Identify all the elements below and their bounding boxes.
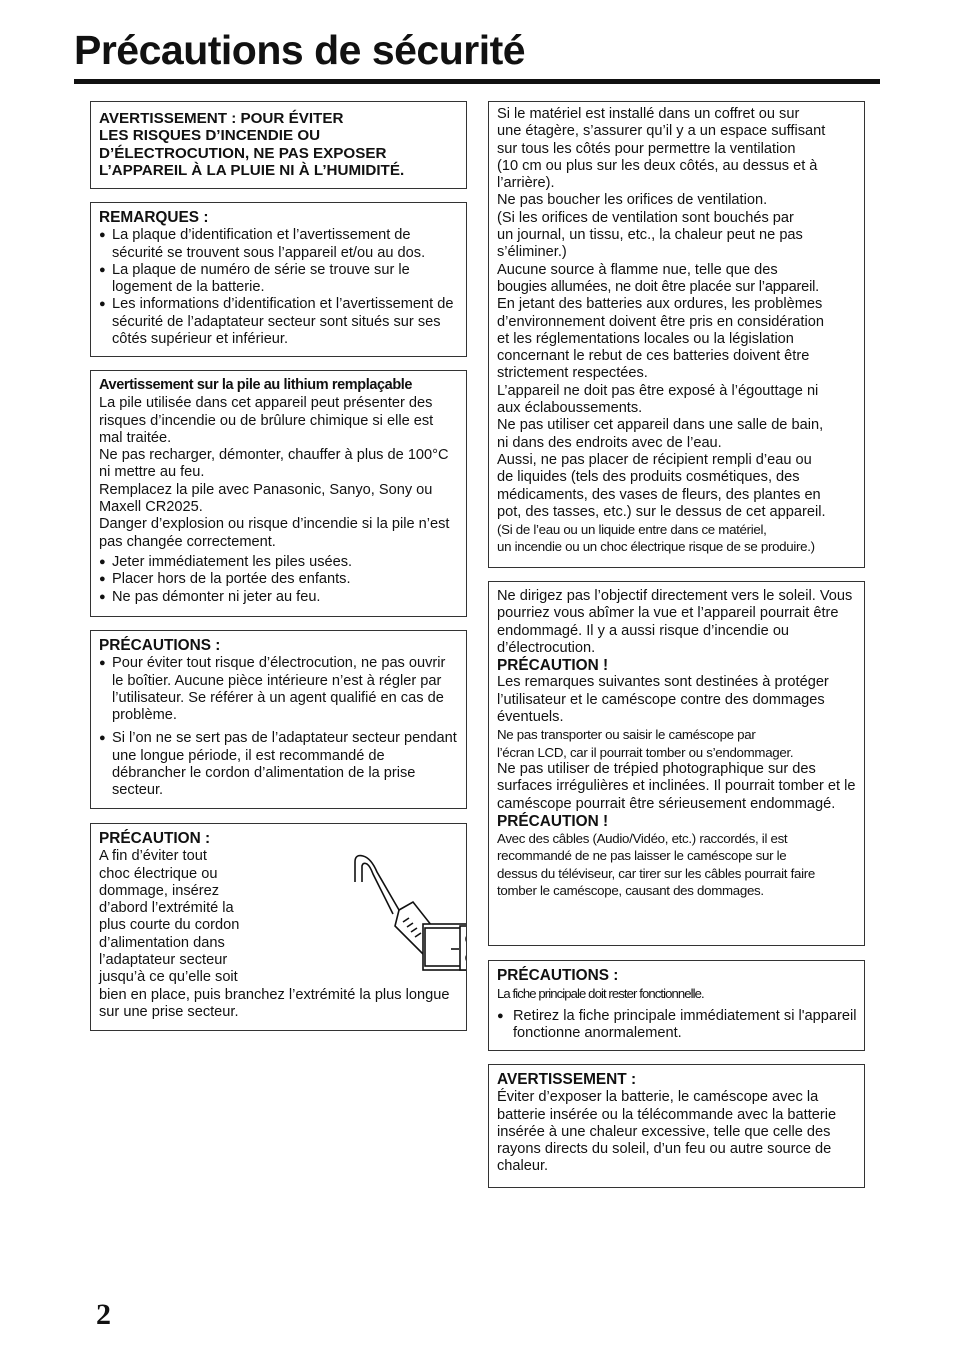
ventilation-line: une étagère, s’assurer qu’il y a un espace suffisant [497,123,826,140]
precaution-cord-line: A fin d’éviter tout [99,848,207,865]
ventilation-line: un journal, un tissu, etc., la chaleur peut ne pas [497,227,803,244]
lithium-paragraph: Ne pas recharger, démonter, chauffer à plus de 100°C ni mettre au feu. [99,447,449,481]
precautions-left-box [90,630,467,809]
ventilation-line: de liquides (tels des produits cosmétiques, des [497,469,800,486]
precautions-right-list [497,1008,857,1043]
power-cord-illustration [351,852,466,977]
sun-heading-2: PRÉCAUTION ! [497,812,609,830]
ventilation-line: aux éclaboussements. [497,400,643,417]
sun-paragraph-line: Avec des câbles (Audio/Vidéo, etc.) raccordés, il est [497,831,788,847]
sun-paragraph-line: dessus du téléviseur, car tirer sur les câbles pourrait faire [497,865,815,881]
lithium-paragraph: Remplacez la pile avec Panasonic, Sanyo, Sony ou Maxell CR2025. [99,481,433,516]
precaution-cord-box [90,823,467,1031]
lithium-battery-box [90,370,467,617]
ventilation-line: Ne pas boucher les orifices de ventilation. [497,192,768,209]
lithium-item: ● Ne pas démonter ni jeter au feu. [99,589,459,606]
main-warning-line: AVERTISSEMENT : POUR ÉVITER [99,110,344,127]
ventilation-line: sur tous les côtés pour permettre la ventilation [497,140,796,157]
precaution-cord-line: choc électrique ou [99,865,218,882]
ventilation-note-line: (Si de l’eau ou un liquide entre dans ce matériel, [497,522,767,538]
precaution-cord-line: plus courte du cordon [99,917,240,934]
avertissement-right-text: Éviter d’exposer la batterie, le caméscope avec la batterie insérée ou la télécommande avec la batterie insérée à une chaleur excessive, telle que celle des rayons directs du soleil, d’un feu ou autre source de chaleur. [497,1089,837,1175]
remarques-list [99,227,459,348]
precaution-cord-line: d’abord l’extrémité la [99,900,234,917]
main-warning-line: LES RISQUES D’INCENDIE OU [99,127,321,145]
ventilation-line: médicaments, des vases de fleurs, des plantes en [497,486,821,503]
precautions-left-heading: PRÉCAUTIONS : [99,637,221,654]
ventilation-line: et les réglementations locales ou la législation [497,330,794,347]
ventilation-line: Aucune source à flamme nue, telle que des [497,261,778,278]
main-warning-line: D’ÉLECTROCUTION, NE PAS EXPOSER [99,144,387,162]
sun-paragraph-line: l’écran LCD, car il pourrait tomber ou s’endommager. [497,744,794,760]
remarques-item: ● Les informations d’identification et l’avertissement de sécurité de l’adaptateur secteur sont situés sur ses côtés supérieur et inférieur. [99,296,459,348]
ventilation-line: ni dans des endroits avec de l’eau. [497,434,722,451]
lithium-heading: Avertissement sur la pile au lithium remplaçable [99,377,413,393]
sun-paragraph: Les remarques suivantes sont destinées à protéger l’utilisateur et le caméscope contre des dommages éventuels. [497,674,829,726]
avertissement-right-heading: AVERTISSEMENT : [497,1071,637,1088]
ventilation-line: Aussi, ne pas placer de récipient rempli d’eau ou [497,451,812,468]
ventilation-note-line: un incendie ou un choc électrique risque de se produire.) [497,539,815,555]
sun-paragraph: Ne pas utiliser de trépied photographique sur des surfaces irrégulières et inclinées. Il pourrait tomber et le caméscope pourrait être sérieusement endommagé. [497,760,856,812]
main-warning-line: L’APPAREIL À LA PLUIE NI À L’HUMIDITÉ. [99,162,405,180]
sun-paragraph-line: tomber le caméscope, causant des dommages. [497,883,764,899]
remarques-heading: REMARQUES : [99,209,209,226]
ventilation-line: concernant le rebut de ces batteries doivent être [497,348,810,365]
sun-precaution-box [488,581,865,946]
ventilation-line: strictement respectées. [497,365,648,382]
precaution-cord-line: l’adaptateur secteur [99,952,228,969]
ventilation-line: L’appareil ne doit pas être exposé à l’égouttage ni [497,382,819,399]
sun-paragraph-line: recommandé de ne pas laisser le caméscope sur le [497,848,787,864]
precaution-cord-line: dommage, insérez [99,882,220,899]
precautions-right-box [488,960,865,1051]
precaution-cord-line: d’alimentation dans [99,934,225,951]
remarques-box [90,202,467,357]
precaution-cord-heading: PRÉCAUTION : [99,830,211,847]
lithium-paragraph: La pile utilisée dans cet appareil peut présenter des risques d’incendie ou de brûlure chimique si elle est mal traitée. [99,395,434,446]
ventilation-line: l’arrière). [497,175,555,192]
ventilation-line: pot, des tasses, etc.) sur le dessus de cet appareil. [497,503,826,520]
remarques-item: ● La plaque de numéro de série se trouve sur le logement de la batterie. [99,262,459,297]
ventilation-line: d’environnement doivent être pris en considération [497,313,824,330]
ventilation-line: Si le matériel est installé dans un coffret ou sur [497,106,800,122]
ventilation-box [488,101,865,568]
ventilation-line: (10 cm ou plus sur les deux côtés, au dessus et à [497,157,818,174]
ventilation-line: (Si les orifices de ventilation sont bouchés par [497,209,794,226]
sun-intro: Ne dirigez pas l’objectif directement vers le soleil. Vous pourriez vous abîmer la vue et l’appareil pourrait être endommagé. Il y a aussi risque d’incendie ou d’électrocution. [497,588,853,656]
lithium-item: ● Placer hors de la portée des enfants. [99,571,459,588]
page-title: Précautions de sécurité [74,27,526,73]
ventilation-line: En jetant des batteries aux ordures, les problèmes [497,296,823,313]
precaution-cord-line: jusqu’à ce qu’elle soit [99,969,238,986]
remarques-item: ● La plaque d’identification et l’avertissement de sécurité se trouvent sous l’appareil et/ou au dos. [99,227,459,262]
sun-paragraph-line: Ne pas transporter ou saisir le caméscope par [497,727,756,743]
lithium-list [99,554,459,606]
title-rule [74,79,880,84]
precaution-cord-tail: bien en place, puis branchez l’extrémité la plus longue sur une prise secteur. [99,986,450,1020]
lithium-paragraph: Danger d’explosion ou risque d’incendie si la pile n’est pas changée correctement. [99,516,450,550]
ventilation-line: Ne pas utiliser cet appareil dans une salle de bain, [497,417,824,434]
precautions-right-item: ● Retirez la fiche principale immédiatement si l'appareil fonctionne anormalement. [497,1008,857,1043]
precautions-right-note: La fiche principale doit rester fonctionnelle. [497,986,704,1002]
ventilation-line: s’éliminer.) [497,244,567,261]
lithium-item: ● Jeter immédiatement les piles usées. [99,554,459,571]
precautions-right-heading: PRÉCAUTIONS : [497,967,619,984]
ventilation-line: bougies allumées, ne doit être placée sur l’appareil. [497,278,820,295]
page-number: 2 [96,1298,111,1331]
precautions-left-item: ● Pour éviter tout risque d’électrocution, ne pas ouvrir le boîtier. Aucune pièce intérieure n’est à régler par l’utilisateur. Se référer à un agent qualifié en cas de problème. [99,655,459,724]
precautions-left-item: ● Si l’on ne se sert pas de l’adaptateur secteur pendant une longue période, il est recommandé de débrancher le cordon d’alimentation de la prise secteur. [99,730,459,799]
precautions-left-list [99,655,459,799]
main-warning-box [90,101,467,189]
avertissement-right-box [488,1064,865,1188]
sun-heading-1: PRÉCAUTION ! [497,657,609,675]
